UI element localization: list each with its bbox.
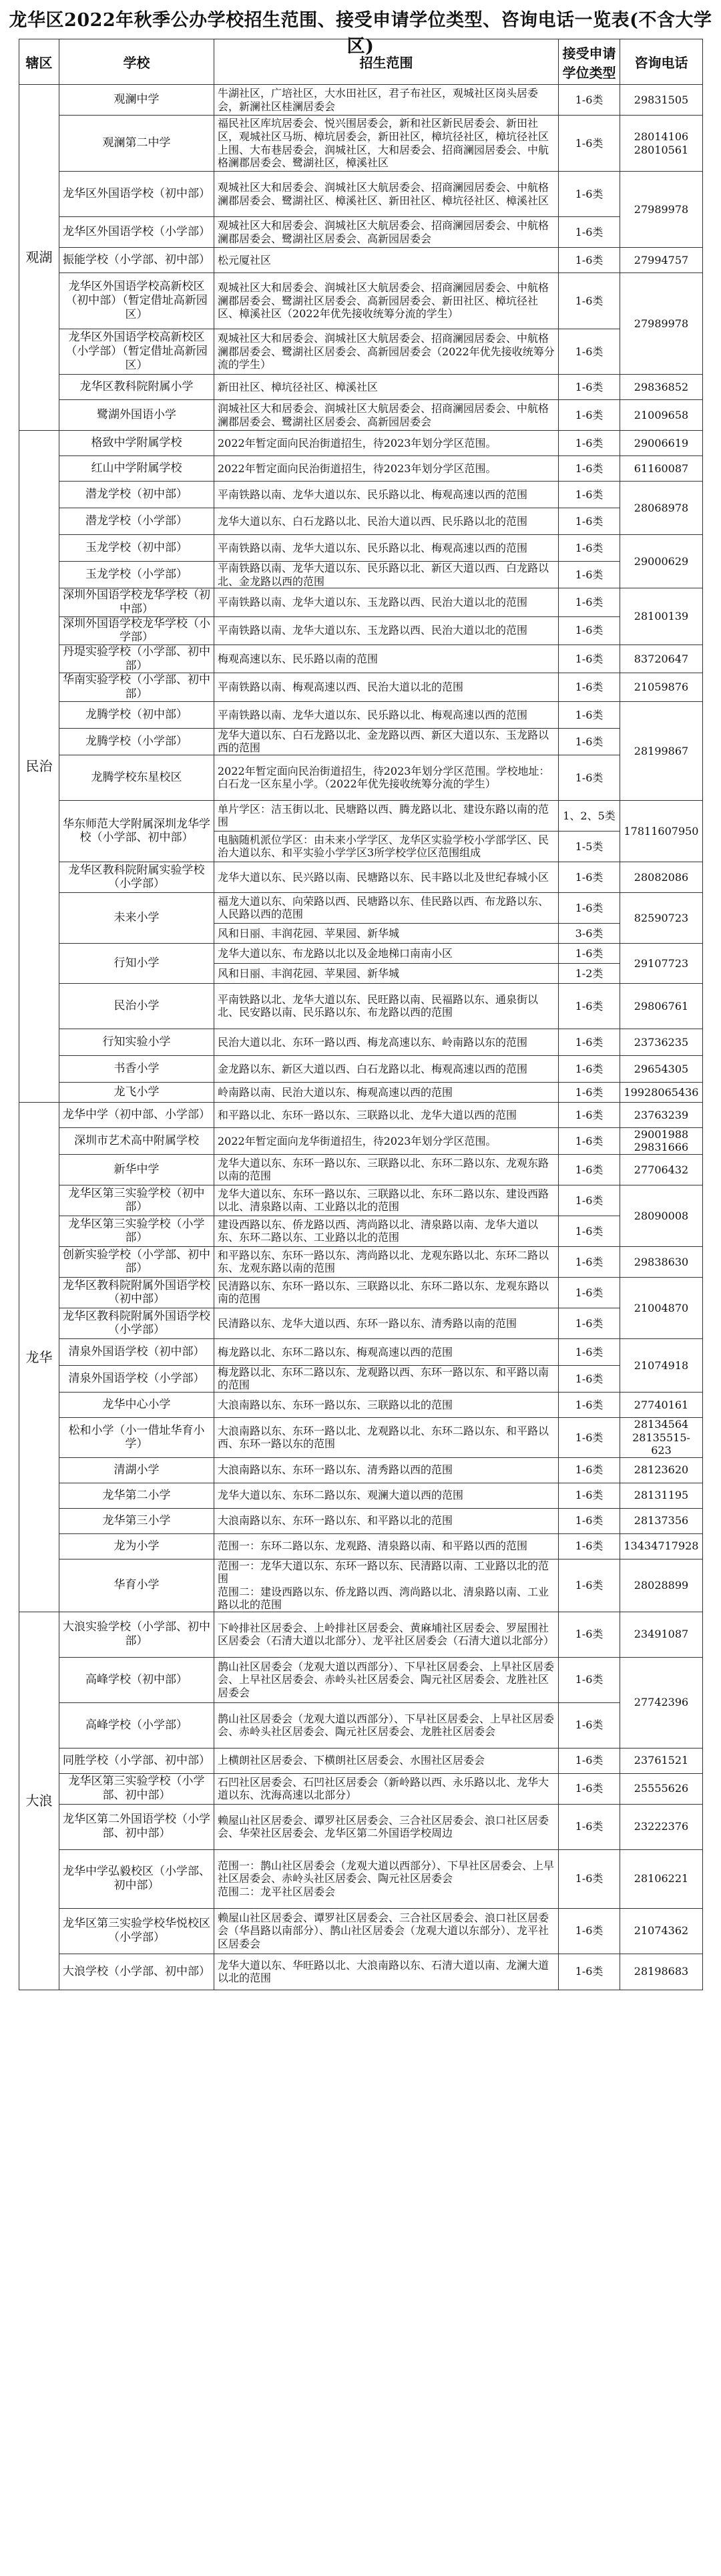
phone-cell: 28134564 28135515-623 [620, 1418, 703, 1458]
table-row [19, 1773, 703, 1804]
school-name-cell: 玉龙学校（小学部） [59, 562, 214, 588]
phone-cell: 27994757 [620, 248, 703, 273]
enrollment-range-cell: 民治大道以北、东环一路以西、梅龙高速以东、岭南路以东的范围 [214, 1029, 559, 1055]
application-type-cell: 1-6类 [559, 1055, 620, 1082]
application-type-cell: 1-6类 [559, 1657, 620, 1702]
enrollment-range-cell: 平南铁路以南、龙华大道以东、民乐路以北、梅观高速以西的范围 [214, 701, 559, 728]
table-row [19, 1849, 703, 1908]
table-row [19, 508, 703, 535]
school-name-cell: 大浪学校（小学部、初中部） [59, 1954, 214, 1990]
school-name-cell: 民治小学 [59, 983, 214, 1029]
table-row [19, 800, 703, 831]
application-type-cell: 1-6类 [559, 217, 620, 248]
school-name-cell: 龙华区外国语学校（小学部） [59, 217, 214, 248]
enrollment-range-cell: 龙华大道以东、民兴路以南、民塘路以东、民丰路以北及世纪春城小区 [214, 862, 559, 892]
enrollment-range-cell: 平南铁路以北、龙华大道以东、民旺路以南、民福路以东、通泉街以北、民安路以南、民乐路以东、布龙路以西的范围 [214, 983, 559, 1029]
phone-cell: 23761521 [620, 1748, 703, 1773]
header-district: 辖区 [19, 39, 59, 85]
phone-cell: 28068978 [620, 482, 703, 535]
application-type-cell: 1-6类 [559, 1702, 620, 1748]
school-name-cell: 龙华中学（初中部、小学部） [59, 1102, 214, 1127]
header-phone: 咨询电话 [620, 39, 703, 85]
table-header-row [19, 39, 703, 85]
table-row [19, 701, 703, 728]
enrollment-range-cell: 平南铁路以南、龙华大道以东、民乐路以北、新区大道以西、白龙路以北、金龙路以西的范围 [214, 562, 559, 588]
application-type-cell: 1-6类 [559, 1185, 620, 1216]
application-type-cell: 1-6类 [559, 1533, 620, 1559]
application-type-cell: 1-6类 [559, 1277, 620, 1308]
school-name-cell: 书香小学 [59, 1055, 214, 1082]
phone-cell: 28198683 [620, 1954, 703, 1990]
table-row [19, 1657, 703, 1702]
application-type-cell: 1-6类 [559, 172, 620, 217]
header-application-types: 接受申请学位类型 [559, 39, 620, 85]
school-name-cell: 龙华区外国语学校高新校区（初中部）（暂定借址高新园区） [59, 273, 214, 329]
enrollment-range-cell: 大浪南路以东、东环一路以东、三联路以北的范围 [214, 1393, 559, 1418]
phone-cell: 17811607950 [620, 800, 703, 862]
enrollment-range-cell: 民清路以东、龙华大道以西、东环一路以东、清秀路以南的范围 [214, 1308, 559, 1338]
school-name-cell: 龙华中学弘毅校区（小学部、初中部） [59, 1849, 214, 1908]
enrollment-range-cell: 龙华大道以东、东环二路以东、观澜大道以西的范围 [214, 1483, 559, 1508]
table-row [19, 400, 703, 431]
table-row [19, 1954, 703, 1990]
enrollment-range-cell: 鹊山社区居委会（龙观大道以西部分）、下早社区居委会、上早社区居委会、上早社区居委会、赤岭头社区居委会、陶元社区居委会、龙胜社区居委会 [214, 1657, 559, 1702]
enrollment-range-cell: 龙华大道以东、东环一路以东、三联路以北、东环二路以东、龙观东路以南的范围 [214, 1154, 559, 1185]
enrollment-range-cell: 新田社区、樟坑径社区、樟溪社区 [214, 375, 559, 400]
table-row [19, 562, 703, 588]
application-type-cell: 1-6类 [559, 1508, 620, 1533]
enrollment-range-cell: 2022年暂定面向民治街道招生，待2023年划分学区范围。学校地址：白石龙一区东星小学。（2022年优先接收统筹分流的学生） [214, 755, 559, 800]
enrollment-range-cell: 鹊山社区居委会（龙观大道以西部分）、下早社区居委会、上早社区居委会、赤岭头社区居委会、陶元社区居委会、龙胜社区居委会 [214, 1702, 559, 1748]
table-row [19, 588, 703, 616]
school-name-cell: 龙华第三小学 [59, 1508, 214, 1533]
application-type-cell: 1-6类 [559, 1773, 620, 1804]
application-type-cell: 1-6类 [559, 1308, 620, 1338]
application-type-cell: 1-6类 [559, 535, 620, 562]
enrollment-range-cell: 龙华大道以东、布龙路以北以及金地梯口南南小区 [214, 943, 559, 963]
school-name-cell: 创新实验学校（小学部、初中部） [59, 1246, 214, 1277]
school-name-cell: 红山中学附属学校 [59, 456, 214, 482]
application-type-cell: 1-6类 [559, 1216, 620, 1246]
phone-cell: 29001988 29831666 [620, 1127, 703, 1154]
enrollment-range-cell: 龙华大道以东、白石龙路以北、金龙路以西、新区大道以东、玉龙路以西的范围 [214, 728, 559, 755]
school-name-cell: 新华中学 [59, 1154, 214, 1185]
school-name-cell: 格致中学附属学校 [59, 431, 214, 456]
application-type-cell: 1-6类 [559, 1127, 620, 1154]
school-name-cell: 潜龙学校（初中部） [59, 482, 214, 508]
phone-cell: 28082086 [620, 862, 703, 892]
enrollment-range-cell: 建设西路以东、侨龙路以西、湾尚路以北、清泉路以南、龙华大道以东、东环二路以东、工业路以北的范围 [214, 1216, 559, 1246]
phone-cell: 21059876 [620, 673, 703, 701]
enrollment-range-cell: 石凹社区居委会、石凹社区居委会（新岭路以西、永乐路以北、龙华大道以东、沈海高速以北部分） [214, 1773, 559, 1804]
table-row [19, 116, 703, 172]
table-row [19, 1508, 703, 1533]
school-name-cell: 清泉外国语学校（初中部） [59, 1338, 214, 1365]
application-type-cell: 1-6类 [559, 1082, 620, 1102]
school-name-cell: 丹堤实验学校（小学部、初中部） [59, 645, 214, 673]
table-row [19, 1365, 703, 1392]
table-row [19, 1127, 703, 1154]
enrollment-range-cell: 风和日丽、丰润花园、苹果园、新华城 [214, 923, 559, 943]
phone-cell: 28123620 [620, 1457, 703, 1483]
phone-cell: 23763239 [620, 1102, 703, 1127]
phone-cell: 27742396 [620, 1657, 703, 1748]
school-name-cell: 潜龙学校（小学部） [59, 508, 214, 535]
enrollment-range-cell: 2022年暂定面向民治街道招生，待2023年划分学区范围。 [214, 431, 559, 456]
phone-cell: 82590723 [620, 892, 703, 943]
application-type-cell: 1-6类 [559, 1102, 620, 1127]
phone-cell: 28106221 [620, 1849, 703, 1908]
school-name-cell: 龙华中心小学 [59, 1393, 214, 1418]
school-name-cell: 龙华区教科院附属小学 [59, 375, 214, 400]
application-type-cell: 1-6类 [559, 755, 620, 800]
phone-cell: 27706432 [620, 1154, 703, 1185]
application-type-cell: 1-6类 [559, 1748, 620, 1773]
table-row [19, 85, 703, 116]
enrollment-range-cell: 2022年暂定面向民治街道招生，待2023年划分学区范围。 [214, 456, 559, 482]
school-name-cell: 大浪实验学校（小学部、初中部） [59, 1612, 214, 1657]
phone-cell: 23222376 [620, 1804, 703, 1849]
enrollment-range-cell: 观城社区大和居委会、润城社区大航居委会、招商澜园居委会、中航格澜郡居委会、鹭湖社区、樟溪社区、新田社区、樟坑径社区、樟溪社区 [214, 172, 559, 217]
enrollment-range-cell: 观城社区大和居委会、润城社区大航居委会、招商澜园居委会、中航格澜郡居委会、鹭湖社区居委会、高新园居委会、新田社区、樟坑径社区、樟溪社区（2022年优先接收统筹分流的学生） [214, 273, 559, 329]
table-row [19, 755, 703, 800]
application-type-cell: 1-6类 [559, 1908, 620, 1954]
phone-cell: 13434717928 [620, 1533, 703, 1559]
application-type-cell: 1-6类 [559, 892, 620, 923]
table-row [19, 892, 703, 923]
school-name-cell: 未来小学 [59, 892, 214, 943]
table-row [19, 482, 703, 508]
application-type-cell: 1-6类 [559, 616, 620, 645]
phone-cell: 29838630 [620, 1246, 703, 1277]
school-name-cell: 龙腾学校（小学部） [59, 728, 214, 755]
table-row [19, 1082, 703, 1102]
school-name-cell: 龙华区教科院附属外国语学校（小学部） [59, 1308, 214, 1338]
enrollment-range-cell: 牛湖社区，广培社区，大水田社区，君子布社区，观城社区岗头居委会，新澜社区桂澜居委会 [214, 85, 559, 116]
phone-cell: 27989978 [620, 172, 703, 248]
application-type-cell: 1-6类 [559, 456, 620, 482]
enrollment-range-cell: 福龙大道以东、向荣路以西、民塘路以东、佳民路以西、布龙路以东、人民路以西的范围 [214, 892, 559, 923]
application-type-cell: 1-5类 [559, 831, 620, 862]
school-name-cell: 龙华区教科院附属外国语学校（初中部） [59, 1277, 214, 1308]
table-row [19, 1804, 703, 1849]
school-name-cell: 高峰学校（初中部） [59, 1657, 214, 1702]
application-type-cell: 1-6类 [559, 862, 620, 892]
application-type-cell: 1-6类 [559, 983, 620, 1029]
phone-cell: 28199867 [620, 701, 703, 800]
phone-cell: 28137356 [620, 1508, 703, 1533]
school-name-cell: 华南实验学校（小学部、初中部） [59, 673, 214, 701]
table-row [19, 273, 703, 329]
school-name-cell: 龙华区第二外国语学校（小学部、初中部） [59, 1804, 214, 1849]
enrollment-range-cell: 范围一：龙华大道以东、东环一路以东、民清路以南、工业路以北的范围 范围二：建设西路以东、侨龙路以西、湾尚路以北、清泉路以南、工业路以北的范围 [214, 1559, 559, 1612]
table-row [19, 329, 703, 375]
table-row [19, 673, 703, 701]
application-type-cell: 1-6类 [559, 482, 620, 508]
enrollment-range-cell: 和平路以北、东环一路以东、三联路以北、龙华大道以西的范围 [214, 1102, 559, 1127]
school-name-cell: 清泉外国语学校（小学部） [59, 1365, 214, 1392]
table-row [19, 1702, 703, 1748]
enrollment-range-cell: 岭南路以南、民治大道以东、梅观高速以西的范围 [214, 1082, 559, 1102]
application-type-cell: 1、2、5类 [559, 800, 620, 831]
table-row [19, 1277, 703, 1308]
application-type-cell: 1-6类 [559, 248, 620, 273]
table-row [19, 375, 703, 400]
enrollment-range-cell: 松元厦社区 [214, 248, 559, 273]
table-row [19, 1533, 703, 1559]
district-cell-minzhi: 民治 [19, 431, 59, 1103]
application-type-cell: 1-6类 [559, 1804, 620, 1849]
school-table-container [19, 39, 702, 1990]
enrollment-range-cell: 下岭排社区居委会、上岭排社区居委会、黄麻埔社区居委会、罗屋围社区居委会（石清大道以北部分）、龙平社区居委会（石清大道以北部分） [214, 1612, 559, 1657]
table-row [19, 983, 703, 1029]
table-row [19, 248, 703, 273]
school-name-cell: 鹭湖外国语小学 [59, 400, 214, 431]
application-type-cell: 1-6类 [559, 1559, 620, 1612]
application-type-cell: 1-6类 [559, 1483, 620, 1508]
table-row [19, 456, 703, 482]
application-type-cell: 1-6类 [559, 673, 620, 701]
table-row [19, 172, 703, 217]
table-row [19, 1908, 703, 1954]
application-type-cell: 1-6类 [559, 1954, 620, 1990]
table-row [19, 1393, 703, 1418]
table-row [19, 862, 703, 892]
school-name-cell: 行知小学 [59, 943, 214, 983]
enrollment-range-cell: 观城社区大和居委会、润城社区大航居委会、招商澜园居委会、中航格澜郡居委会、鹭湖社区居委会、高新园居委会（2022年优先接收统筹分流的学生） [214, 329, 559, 375]
phone-cell: 28028899 [620, 1559, 703, 1612]
school-name-cell: 行知实验小学 [59, 1029, 214, 1055]
school-name-cell: 华东师范大学附属深圳龙华学校（小学部、初中部） [59, 800, 214, 862]
application-type-cell: 1-6类 [559, 85, 620, 116]
phone-cell: 23736235 [620, 1029, 703, 1055]
application-type-cell: 1-6类 [559, 1849, 620, 1908]
district-cell-dalang: 大浪 [19, 1612, 59, 1990]
phone-cell: 23491087 [620, 1612, 703, 1657]
application-type-cell: 1-6类 [559, 431, 620, 456]
header-school: 学校 [59, 39, 214, 85]
application-type-cell: 3-6类 [559, 923, 620, 943]
enrollment-range-cell: 龙华大道以东、白石龙路以北、民治大道以西、民乐路以北的范围 [214, 508, 559, 535]
school-name-cell: 龙华区外国语学校（初中部） [59, 172, 214, 217]
table-row [19, 535, 703, 562]
phone-cell: 29000629 [620, 535, 703, 588]
application-type-cell: 1-6类 [559, 728, 620, 755]
school-name-cell: 深圳外国语学校龙华学校（初中部） [59, 588, 214, 616]
application-type-cell: 1-6类 [559, 1457, 620, 1483]
school-name-cell: 龙华区第三实验学校（初中部） [59, 1185, 214, 1216]
application-type-cell: 1-6类 [559, 1418, 620, 1458]
table-row [19, 1559, 703, 1612]
phone-cell: 28100139 [620, 588, 703, 645]
table-row [19, 943, 703, 963]
school-name-cell: 观澜第二中学 [59, 116, 214, 172]
enrollment-range-cell: 平南铁路以南、梅观高速以西、民治大道以北的范围 [214, 673, 559, 701]
table-body [19, 85, 703, 1990]
enrollment-range-cell: 平南铁路以南、龙华大道以东、民乐路以北、梅观高速以西的范围 [214, 535, 559, 562]
application-type-cell: 1-6类 [559, 116, 620, 172]
school-name-cell: 龙华区教科院附属实验学校（小学部） [59, 862, 214, 892]
application-type-cell: 1-6类 [559, 375, 620, 400]
enrollment-range-cell: 赖屋山社区居委会、谭罗社区居委会、三合社区居委会、浪口社区居委会（华昌路以南部分）、鹊山社区居委会（龙观大道以东部分）、龙平社区居委会 [214, 1908, 559, 1954]
enrollment-range-cell: 上横朗社区居委会、下横朗社区居委会、水围社区居委会 [214, 1748, 559, 1773]
table-row [19, 616, 703, 645]
application-type-cell: 1-6类 [559, 701, 620, 728]
enrollment-range-cell: 梅观高速以东、民乐路以南的范围 [214, 645, 559, 673]
application-type-cell: 1-6类 [559, 508, 620, 535]
school-name-cell: 龙华区第三实验学校（小学部、初中部） [59, 1773, 214, 1804]
school-table [19, 39, 703, 1990]
table-row [19, 1246, 703, 1277]
table-row [19, 1185, 703, 1216]
enrollment-range-cell: 大浪南路以东、东环一路以东、清秀路以西的范围 [214, 1457, 559, 1483]
phone-cell: 29836852 [620, 375, 703, 400]
district-cell-guanhu: 观湖 [19, 85, 59, 431]
phone-cell: 29831505 [620, 85, 703, 116]
phone-cell: 21074918 [620, 1338, 703, 1392]
district-cell-longhua: 龙华 [19, 1102, 59, 1612]
school-name-cell: 高峰学校（小学部） [59, 1702, 214, 1748]
enrollment-range-cell: 平南铁路以南、龙华大道以东、民乐路以北、梅观高速以西的范围 [214, 482, 559, 508]
enrollment-range-cell: 和平路以东、东环一路以东、湾尚路以北、龙观东路以北、东环二路以东、龙观东路以南的范围 [214, 1246, 559, 1277]
phone-cell: 21009658 [620, 400, 703, 431]
application-type-cell: 1-6类 [559, 562, 620, 588]
enrollment-range-cell: 大浪南路以东、东环一路以东、和平路以北的范围 [214, 1508, 559, 1533]
enrollment-range-cell: 润城社区大和居委会、润城社区大航居委会、招商澜园居委会、中航格澜郡居委会、鹭湖社区居委会、高新园居委会 [214, 400, 559, 431]
enrollment-range-cell: 单片学区：洁玉街以北、民塘路以西、腾龙路以北、建设东路以南的范围 [214, 800, 559, 831]
enrollment-range-cell: 范围一：鹊山社区居委会（龙观大道以西部分）、下早社区居委会、上早社区居委会、赤岭头社区居委会、陶元社区居委会 范围二：龙平社区居委会 [214, 1849, 559, 1908]
phone-cell: 28090008 [620, 1185, 703, 1246]
school-name-cell: 清湖小学 [59, 1457, 214, 1483]
enrollment-range-cell: 平南铁路以南、龙华大道以东、玉龙路以西、民治大道以北的范围 [214, 616, 559, 645]
enrollment-range-cell: 风和日丽、丰润花园、苹果园、新华城 [214, 963, 559, 983]
enrollment-range-cell: 龙华大道以东、华旺路以北、大浪南路以东、石清大道以南、龙澜大道以北的范围 [214, 1954, 559, 1990]
enrollment-range-cell: 范围一：东环二路以东、龙观路、清泉路以南、和平路以西的范围 [214, 1533, 559, 1559]
table-row [19, 1154, 703, 1185]
enrollment-range-cell: 福民社区库坑居委会、悦兴围居委会，新和社区新民居委会、新田社区，观城社区马坜、樟坑居委会，新田社区，樟坑径社区，樟坑径社区上围、大布巷居委会，润城社区，大和居委会、招商澜园居委会、中航格澜郡居委会、鹭湖社区，樟溪社区 [214, 116, 559, 172]
school-name-cell: 深圳市艺术高中附属学校 [59, 1127, 214, 1154]
application-type-cell: 1-6类 [559, 329, 620, 375]
application-type-cell: 1-2类 [559, 963, 620, 983]
phone-cell: 29806761 [620, 983, 703, 1029]
enrollment-range-cell: 2022年暂定面向龙华街道招生，待2023年划分学区范围。 [214, 1127, 559, 1154]
school-name-cell: 龙华区外国语学校高新校区（小学部）（暂定借址高新园区） [59, 329, 214, 375]
school-name-cell: 龙华第二小学 [59, 1483, 214, 1508]
table-row [19, 1102, 703, 1127]
application-type-cell: 1-6类 [559, 588, 620, 616]
school-name-cell: 龙华区第三实验学校（小学部） [59, 1216, 214, 1246]
school-name-cell: 龙腾学校东星校区 [59, 755, 214, 800]
phone-cell: 28014106 28010561 [620, 116, 703, 172]
enrollment-range-cell: 梅龙路以北、东环二路以东、梅观高速以西的范围 [214, 1338, 559, 1365]
enrollment-range-cell: 金龙路以东、新区大道以西、白石龙路以北、梅观高速以西的范围 [214, 1055, 559, 1082]
school-name-cell: 龙飞小学 [59, 1082, 214, 1102]
page-title: 龙华区2022年秋季公办学校招生范围、接受申请学位类型、咨询电话一览表(不含大学区) [9, 10, 712, 57]
table-row [19, 1748, 703, 1773]
phone-cell: 25555626 [620, 1773, 703, 1804]
enrollment-range-cell: 梅龙路以北、东环二路以东、龙观路以西、东环一路以东、和平路以南的范围 [214, 1365, 559, 1392]
enrollment-range-cell: 电脑随机派位学区：由未来小学学区、龙华区实验学校小学部学区、民治大道以东、和平实验小学学区3所学校学位区范围组成 [214, 831, 559, 862]
table-row [19, 1029, 703, 1055]
school-name-cell: 华育小学 [59, 1559, 214, 1612]
table-row [19, 1418, 703, 1458]
application-type-cell: 1-6类 [559, 1338, 620, 1365]
phone-cell: 61160087 [620, 456, 703, 482]
school-name-cell: 龙华区第三实验学校华悦校区（小学部） [59, 1908, 214, 1954]
phone-cell: 29654305 [620, 1055, 703, 1082]
application-type-cell: 1-6类 [559, 273, 620, 329]
table-row [19, 431, 703, 456]
table-row [19, 1338, 703, 1365]
school-name-cell: 龙为小学 [59, 1533, 214, 1559]
phone-cell: 27740161 [620, 1393, 703, 1418]
school-name-cell: 观澜中学 [59, 85, 214, 116]
table-row [19, 1483, 703, 1508]
application-type-cell: 1-6类 [559, 1029, 620, 1055]
enrollment-range-cell: 赖屋山社区居委会、谭罗社区居委会、三合社区居委会、浪口社区居委会、华荣社区居委会、龙华区第二外国语学校周边 [214, 1804, 559, 1849]
table-row [19, 1055, 703, 1082]
application-type-cell: 1-6类 [559, 1612, 620, 1657]
table-row [19, 1457, 703, 1483]
phone-cell: 21004870 [620, 1277, 703, 1338]
application-type-cell: 1-6类 [559, 1154, 620, 1185]
application-type-cell: 1-6类 [559, 645, 620, 673]
header-enrollment-range: 招生范围 [214, 39, 559, 85]
phone-cell: 29107723 [620, 943, 703, 983]
school-name-cell: 松和小学（小一借址华育小学） [59, 1418, 214, 1458]
application-type-cell: 1-6类 [559, 943, 620, 963]
school-name-cell: 龙腾学校（初中部） [59, 701, 214, 728]
school-name-cell: 振能学校（小学部、初中部） [59, 248, 214, 273]
enrollment-range-cell: 民清路以东、东环一路以东、三联路以北、东环二路以东、龙观东路以南的范围 [214, 1277, 559, 1308]
school-name-cell: 玉龙学校（初中部） [59, 535, 214, 562]
school-name-cell: 深圳外国语学校龙华学校（小学部） [59, 616, 214, 645]
table-row [19, 1308, 703, 1338]
phone-cell: 28131195 [620, 1483, 703, 1508]
phone-cell: 83720647 [620, 645, 703, 673]
table-row [19, 645, 703, 673]
phone-cell: 29006619 [620, 431, 703, 456]
table-row [19, 1216, 703, 1246]
table-row [19, 1612, 703, 1657]
school-name-cell: 同胜学校（小学部、初中部） [59, 1748, 214, 1773]
enrollment-range-cell: 龙华大道以东、东环一路以东、三联路以北、东环二路以东、建设西路以北、清泉路以南、工业路以北的范围 [214, 1185, 559, 1216]
table-row [19, 728, 703, 755]
enrollment-range-cell: 观城社区大和居委会、润城社区大航居委会、招商澜园居委会、中航格澜郡居委会、鹭湖社区居委会、高新园居委会 [214, 217, 559, 248]
application-type-cell: 1-6类 [559, 1246, 620, 1277]
enrollment-range-cell: 大浪南路以东、东环一路以北、龙观路以北、东环二路以东、和平路以西、东环一路以东的范围 [214, 1418, 559, 1458]
application-type-cell: 1-6类 [559, 1393, 620, 1418]
phone-cell: 21074362 [620, 1908, 703, 1954]
phone-cell: 27989978 [620, 273, 703, 375]
enrollment-range-cell: 平南铁路以南、龙华大道以东、玉龙路以西、民治大道以北的范围 [214, 588, 559, 616]
phone-cell: 19928065436 [620, 1082, 703, 1102]
application-type-cell: 1-6类 [559, 400, 620, 431]
application-type-cell: 1-6类 [559, 1365, 620, 1392]
table-row [19, 217, 703, 248]
